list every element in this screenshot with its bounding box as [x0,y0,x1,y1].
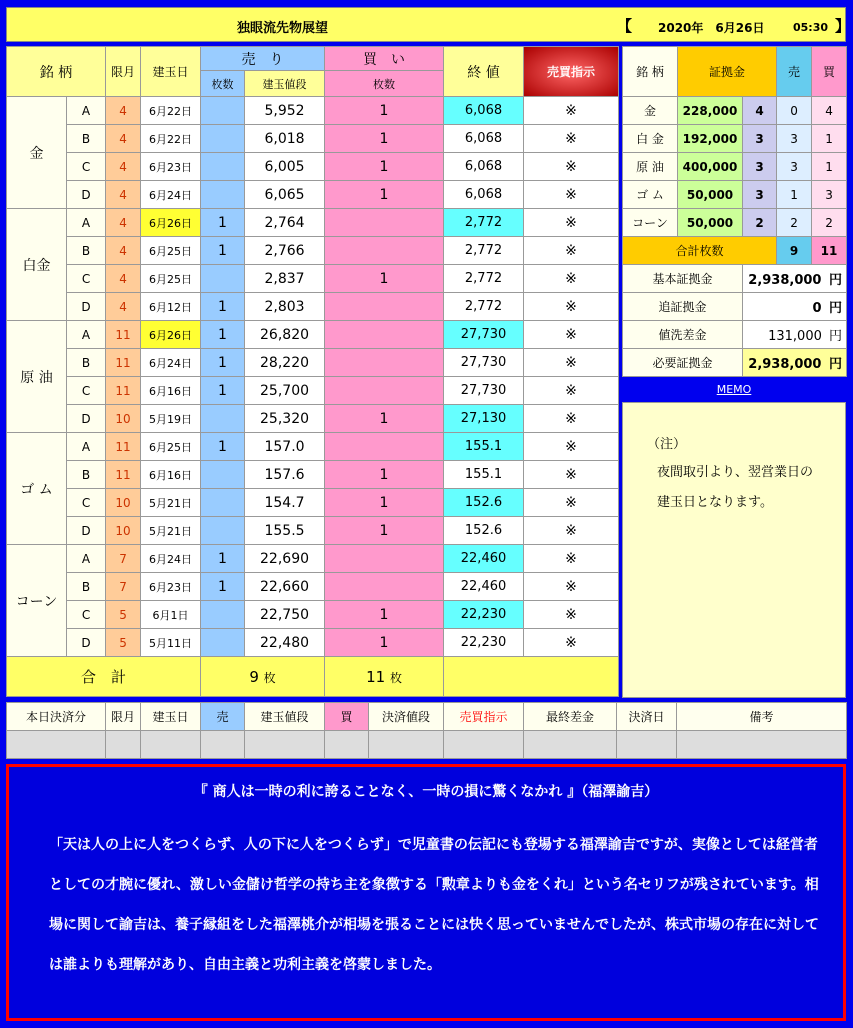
row-buy[interactable]: 1 [325,601,444,629]
side-buy: 4 [812,97,847,125]
group-name: 金 [7,97,67,209]
row-close: 27,730 [444,377,524,405]
row-price[interactable]: 25,320 [245,405,325,433]
row-instruction[interactable]: ※ [524,405,619,433]
row-instruction[interactable]: ※ [524,125,619,153]
date-label: 2020年 6月26日 [658,21,765,35]
row-instruction[interactable]: ※ [524,489,619,517]
row-price[interactable]: 2,764 [245,209,325,237]
col-tatene: 建玉値段 [245,71,325,97]
row-price[interactable]: 28,220 [245,349,325,377]
row-date: 6月16日 [141,461,201,489]
b-cell[interactable] [524,731,617,759]
side-name: コーン [623,209,678,237]
side-value: 228,000 [678,97,743,125]
row-key: D [67,629,106,657]
table-row [7,545,619,573]
row-buy[interactable] [325,321,444,349]
row-price[interactable]: 157.0 [245,433,325,461]
quote-body: 「天は人の上に人をつくらず、人の下に人をつくらず」で児童書の伝記にも登場する福澤諭吉ですが、実像としては経営者としての才腕に優れ、激しい金儲け哲学の持ち主を象徴する「勲章よりも金をくれ」という名セリフが残されています。相場に関して諭吉は、養子縁組をした福澤桃介が相場を張ることには快く思っていませんでしたが、株式市場の存在に対しては誰よりも理解があり、自由主義と功利主義を啓蒙しました。 [49,837,819,973]
row-close: 6,068 [444,153,524,181]
quote-title: 『 商人は一時の利に誇ることなく、一時の損に驚くなかれ 』（福澤諭吉） [193,784,659,800]
row-key: A [67,433,106,461]
memo-line-1: （注） [647,437,687,452]
b-col-11: 備考 [677,703,847,731]
table-row [7,349,619,377]
b-cell[interactable] [106,731,141,759]
row-key: C [67,265,106,293]
group-name: 原 油 [7,321,67,433]
side-col-uri: 売 [777,47,812,97]
b-cell[interactable] [245,731,325,759]
row-price[interactable]: 26,820 [245,321,325,349]
row-close: 152.6 [444,517,524,545]
side-row [623,125,847,153]
row-sell[interactable] [201,601,245,629]
row-key: B [67,237,106,265]
row-price[interactable]: 22,480 [245,629,325,657]
row-price[interactable]: 6,065 [245,181,325,209]
row-close: 27,730 [444,321,524,349]
row-buy[interactable]: 1 [325,125,444,153]
side-name: 白 金 [623,125,678,153]
b-col-9: 最終差金 [524,703,617,731]
row-buy[interactable] [325,377,444,405]
col-buy-count: 枚数 [325,71,444,97]
table-row [7,265,619,293]
row-key: B [67,125,106,153]
row-date: 6月23日 [141,573,201,601]
side-col-meigara: 銘 柄 [623,47,678,97]
total-label: 合 計 [7,657,201,697]
side-sell: 2 [777,209,812,237]
row-key: C [67,153,106,181]
row-key: D [67,293,106,321]
row-date: 6月22日 [141,97,201,125]
b-cell[interactable] [677,731,847,759]
kihon-label: 基本証拠金 [623,265,743,293]
row-date: 6月24日 [141,349,201,377]
row-key: A [67,209,106,237]
row-close: 155.1 [444,433,524,461]
row-instruction[interactable]: ※ [524,433,619,461]
table-row [7,489,619,517]
table-row [7,629,619,657]
b-cell[interactable] [617,731,677,759]
row-month: 10 [106,405,141,433]
side-buy: 1 [812,153,847,181]
row-date: 6月26日 [141,321,201,349]
hitsuyo-value: 2,938,000 円 [743,349,847,377]
table-row [7,321,619,349]
row-price[interactable]: 5,952 [245,97,325,125]
row-key: A [67,321,106,349]
col-sell-count: 枚数 [201,71,245,97]
bracket-left: 【 [617,17,633,35]
row-date: 5月21日 [141,489,201,517]
row-sell[interactable]: 1 [201,321,245,349]
table-row [7,293,619,321]
b-cell[interactable] [325,731,369,759]
row-instruction[interactable]: ※ [524,153,619,181]
b-cell[interactable] [141,731,201,759]
table-row [7,517,619,545]
row-sell[interactable]: 1 [201,209,245,237]
b-col-8: 売買指示 [444,703,524,731]
row-instruction[interactable]: ※ [524,293,619,321]
row-date: 6月24日 [141,181,201,209]
row-price[interactable]: 22,660 [245,573,325,601]
side-name: ゴ ム [623,181,678,209]
positions-table [6,46,619,697]
row-sell[interactable] [201,97,245,125]
row-sell[interactable] [201,629,245,657]
row-month: 11 [106,321,141,349]
row-buy[interactable]: 1 [325,517,444,545]
row-price[interactable]: 2,837 [245,265,325,293]
b-col-5: 建玉値段 [245,703,325,731]
b-col-10: 決済日 [617,703,677,731]
b-cell[interactable] [444,731,524,759]
b-cell[interactable] [7,731,106,759]
row-buy[interactable]: 1 [325,181,444,209]
col-meigara: 銘 柄 [7,47,106,97]
nearai-label: 値洗差金 [623,321,743,349]
row-month: 11 [106,433,141,461]
b-cell[interactable] [369,731,444,759]
table-row [7,433,619,461]
row-sell[interactable]: 1 [201,237,245,265]
col-kai: 買 い [325,47,444,71]
total-sell: 9 枚 [201,657,325,697]
row-date: 6月12日 [141,293,201,321]
side-col-shoko: 証拠金 [678,47,777,97]
time-label: 05:30 [793,21,829,34]
title-bar [6,7,851,42]
row-instruction[interactable]: ※ [524,629,619,657]
side-row [623,153,847,181]
side-value: 400,000 [678,153,743,181]
row-date: 6月24日 [141,545,201,573]
row-date: 5月11日 [141,629,201,657]
table-row [7,405,619,433]
nearai-value: 131,000 円 [743,321,847,349]
row-key: B [67,461,106,489]
row-instruction[interactable]: ※ [524,545,619,573]
row-instruction[interactable]: ※ [524,181,619,209]
b-col-7: 決済値段 [369,703,444,731]
row-buy[interactable] [325,433,444,461]
row-buy[interactable] [325,573,444,601]
row-key: D [67,181,106,209]
memo-line-3: 建玉日となります。 [657,495,773,510]
row-instruction[interactable]: ※ [524,573,619,601]
row-close: 2,772 [444,293,524,321]
table-row [7,237,619,265]
row-date: 6月23日 [141,153,201,181]
row-month: 5 [106,629,141,657]
row-instruction[interactable]: ※ [524,461,619,489]
row-close: 6,068 [444,181,524,209]
table-row [7,209,619,237]
memo-link[interactable]: MEMO [716,383,752,396]
row-close: 6,068 [444,125,524,153]
row-key: D [67,517,106,545]
row-month: 4 [106,209,141,237]
hitsuyo-label: 必要証拠金 [623,349,743,377]
row-close: 155.1 [444,461,524,489]
row-sell[interactable] [201,461,245,489]
row-sell[interactable] [201,405,245,433]
row-buy[interactable]: 1 [325,97,444,125]
memo-line-2: 夜間取引より、翌営業日の [657,465,814,480]
side-value: 50,000 [678,181,743,209]
side-buy: 2 [812,209,847,237]
kihon-value: 2,938,000 円 [743,265,847,293]
row-price[interactable]: 2,766 [245,237,325,265]
b-col-4: 売 [201,703,245,731]
row-key: C [67,489,106,517]
row-month: 5 [106,601,141,629]
row-close: 22,460 [444,573,524,601]
row-month: 4 [106,153,141,181]
row-key: A [67,545,106,573]
row-sell[interactable]: 1 [201,377,245,405]
row-sell[interactable] [201,489,245,517]
row-month: 11 [106,377,141,405]
row-sell[interactable]: 1 [201,545,245,573]
table-row [7,97,619,125]
margin-table [622,46,847,377]
row-close: 27,730 [444,349,524,377]
table-row [7,461,619,489]
b-cell[interactable] [201,731,245,759]
row-sell[interactable]: 1 [201,349,245,377]
side-name: 原 油 [623,153,678,181]
table-row [7,377,619,405]
row-month: 4 [106,265,141,293]
side-qty: 4 [743,97,777,125]
row-instruction[interactable]: ※ [524,517,619,545]
side-row [623,209,847,237]
side-row [623,181,847,209]
side-sell: 3 [777,125,812,153]
row-buy[interactable]: 1 [325,629,444,657]
side-qty: 3 [743,153,777,181]
row-month: 4 [106,97,141,125]
side-row [623,97,847,125]
table-row [7,601,619,629]
row-sell[interactable]: 1 [201,433,245,461]
row-close: 2,772 [444,209,524,237]
side-buy: 1 [812,125,847,153]
row-close: 2,772 [444,237,524,265]
row-buy[interactable]: 1 [325,405,444,433]
side-sell: 3 [777,153,812,181]
row-key: C [67,601,106,629]
row-instruction[interactable]: ※ [524,377,619,405]
row-instruction[interactable]: ※ [524,209,619,237]
row-key: C [67,377,106,405]
oisho-label: 追証拠金 [623,293,743,321]
row-key: D [67,405,106,433]
row-price[interactable]: 25,700 [245,377,325,405]
row-instruction[interactable]: ※ [524,601,619,629]
row-instruction[interactable]: ※ [524,349,619,377]
row-price[interactable]: 154.7 [245,489,325,517]
row-close: 152.6 [444,489,524,517]
row-month: 10 [106,489,141,517]
memo-area[interactable] [622,402,846,698]
row-date: 5月19日 [141,405,201,433]
row-date: 6月25日 [141,265,201,293]
table-row [7,573,619,601]
col-uri: 売 り [201,47,325,71]
row-sell[interactable] [201,153,245,181]
group-name: ゴ ム [7,433,67,545]
row-month: 7 [106,545,141,573]
col-owarine: 終 値 [444,47,524,97]
side-value: 192,000 [678,125,743,153]
side-total-sell: 9 [777,237,812,265]
row-key: B [67,573,106,601]
row-sell[interactable] [201,181,245,209]
row-price[interactable]: 22,690 [245,545,325,573]
row-close: 6,068 [444,97,524,125]
row-close: 2,772 [444,265,524,293]
side-total-label: 合計枚数 [623,237,777,265]
row-instruction[interactable]: ※ [524,237,619,265]
side-name: 金 [623,97,678,125]
row-buy[interactable] [325,349,444,377]
row-instruction[interactable]: ※ [524,265,619,293]
col-shiji: 売買指示 [524,47,619,97]
row-key: B [67,349,106,377]
row-date: 6月26日 [141,209,201,237]
side-qty: 3 [743,181,777,209]
row-close: 22,230 [444,601,524,629]
row-date: 6月16日 [141,377,201,405]
group-name: コーン [7,545,67,657]
row-buy[interactable] [325,293,444,321]
quote-box [6,764,846,1021]
side-sell: 1 [777,181,812,209]
row-close: 22,230 [444,629,524,657]
side-qty: 2 [743,209,777,237]
row-close: 27,130 [444,405,524,433]
row-key: A [67,97,106,125]
side-buy: 3 [812,181,847,209]
row-month: 4 [106,237,141,265]
table-row [7,181,619,209]
b-col-3: 建玉日 [141,703,201,731]
col-gengetsu: 限月 [106,47,141,97]
row-sell[interactable] [201,265,245,293]
row-date: 6月25日 [141,433,201,461]
row-price[interactable]: 157.6 [245,461,325,489]
row-date: 5月21日 [141,517,201,545]
side-qty: 3 [743,125,777,153]
row-month: 11 [106,349,141,377]
row-buy[interactable] [325,237,444,265]
row-buy[interactable] [325,209,444,237]
oisho-value: 0 円 [743,293,847,321]
group-name: 白金 [7,209,67,321]
row-sell[interactable] [201,517,245,545]
row-month: 11 [106,461,141,489]
row-month: 4 [106,181,141,209]
row-price[interactable]: 6,018 [245,125,325,153]
row-date: 6月25日 [141,237,201,265]
row-price[interactable]: 22,750 [245,601,325,629]
row-close: 22,460 [444,545,524,573]
row-sell[interactable]: 1 [201,573,245,601]
row-buy[interactable]: 1 [325,489,444,517]
b-col-2: 限月 [106,703,141,731]
row-price[interactable]: 155.5 [245,517,325,545]
row-instruction[interactable]: ※ [524,321,619,349]
row-sell[interactable] [201,125,245,153]
row-sell[interactable]: 1 [201,293,245,321]
b-col-1: 本日決済分 [7,703,106,731]
row-month: 7 [106,573,141,601]
table-row [7,153,619,181]
page-title: 独眼流先物展望 [237,21,329,36]
row-month: 4 [106,125,141,153]
row-date: 6月1日 [141,601,201,629]
row-price[interactable]: 6,005 [245,153,325,181]
settlement-table [6,702,847,759]
total-buy: 11 枚 [325,657,444,697]
side-total-buy: 11 [812,237,847,265]
side-value: 50,000 [678,209,743,237]
side-sell: 0 [777,97,812,125]
col-tateday: 建玉日 [141,47,201,97]
table-row [7,125,619,153]
bracket-right: 】 [835,17,851,35]
row-instruction[interactable]: ※ [524,97,619,125]
row-date: 6月22日 [141,125,201,153]
row-buy[interactable]: 1 [325,461,444,489]
side-col-kai: 買 [812,47,847,97]
row-month: 4 [106,293,141,321]
row-buy[interactable] [325,545,444,573]
b-col-6: 買 [325,703,369,731]
row-price[interactable]: 2,803 [245,293,325,321]
row-buy[interactable]: 1 [325,265,444,293]
row-buy[interactable]: 1 [325,153,444,181]
row-month: 10 [106,517,141,545]
